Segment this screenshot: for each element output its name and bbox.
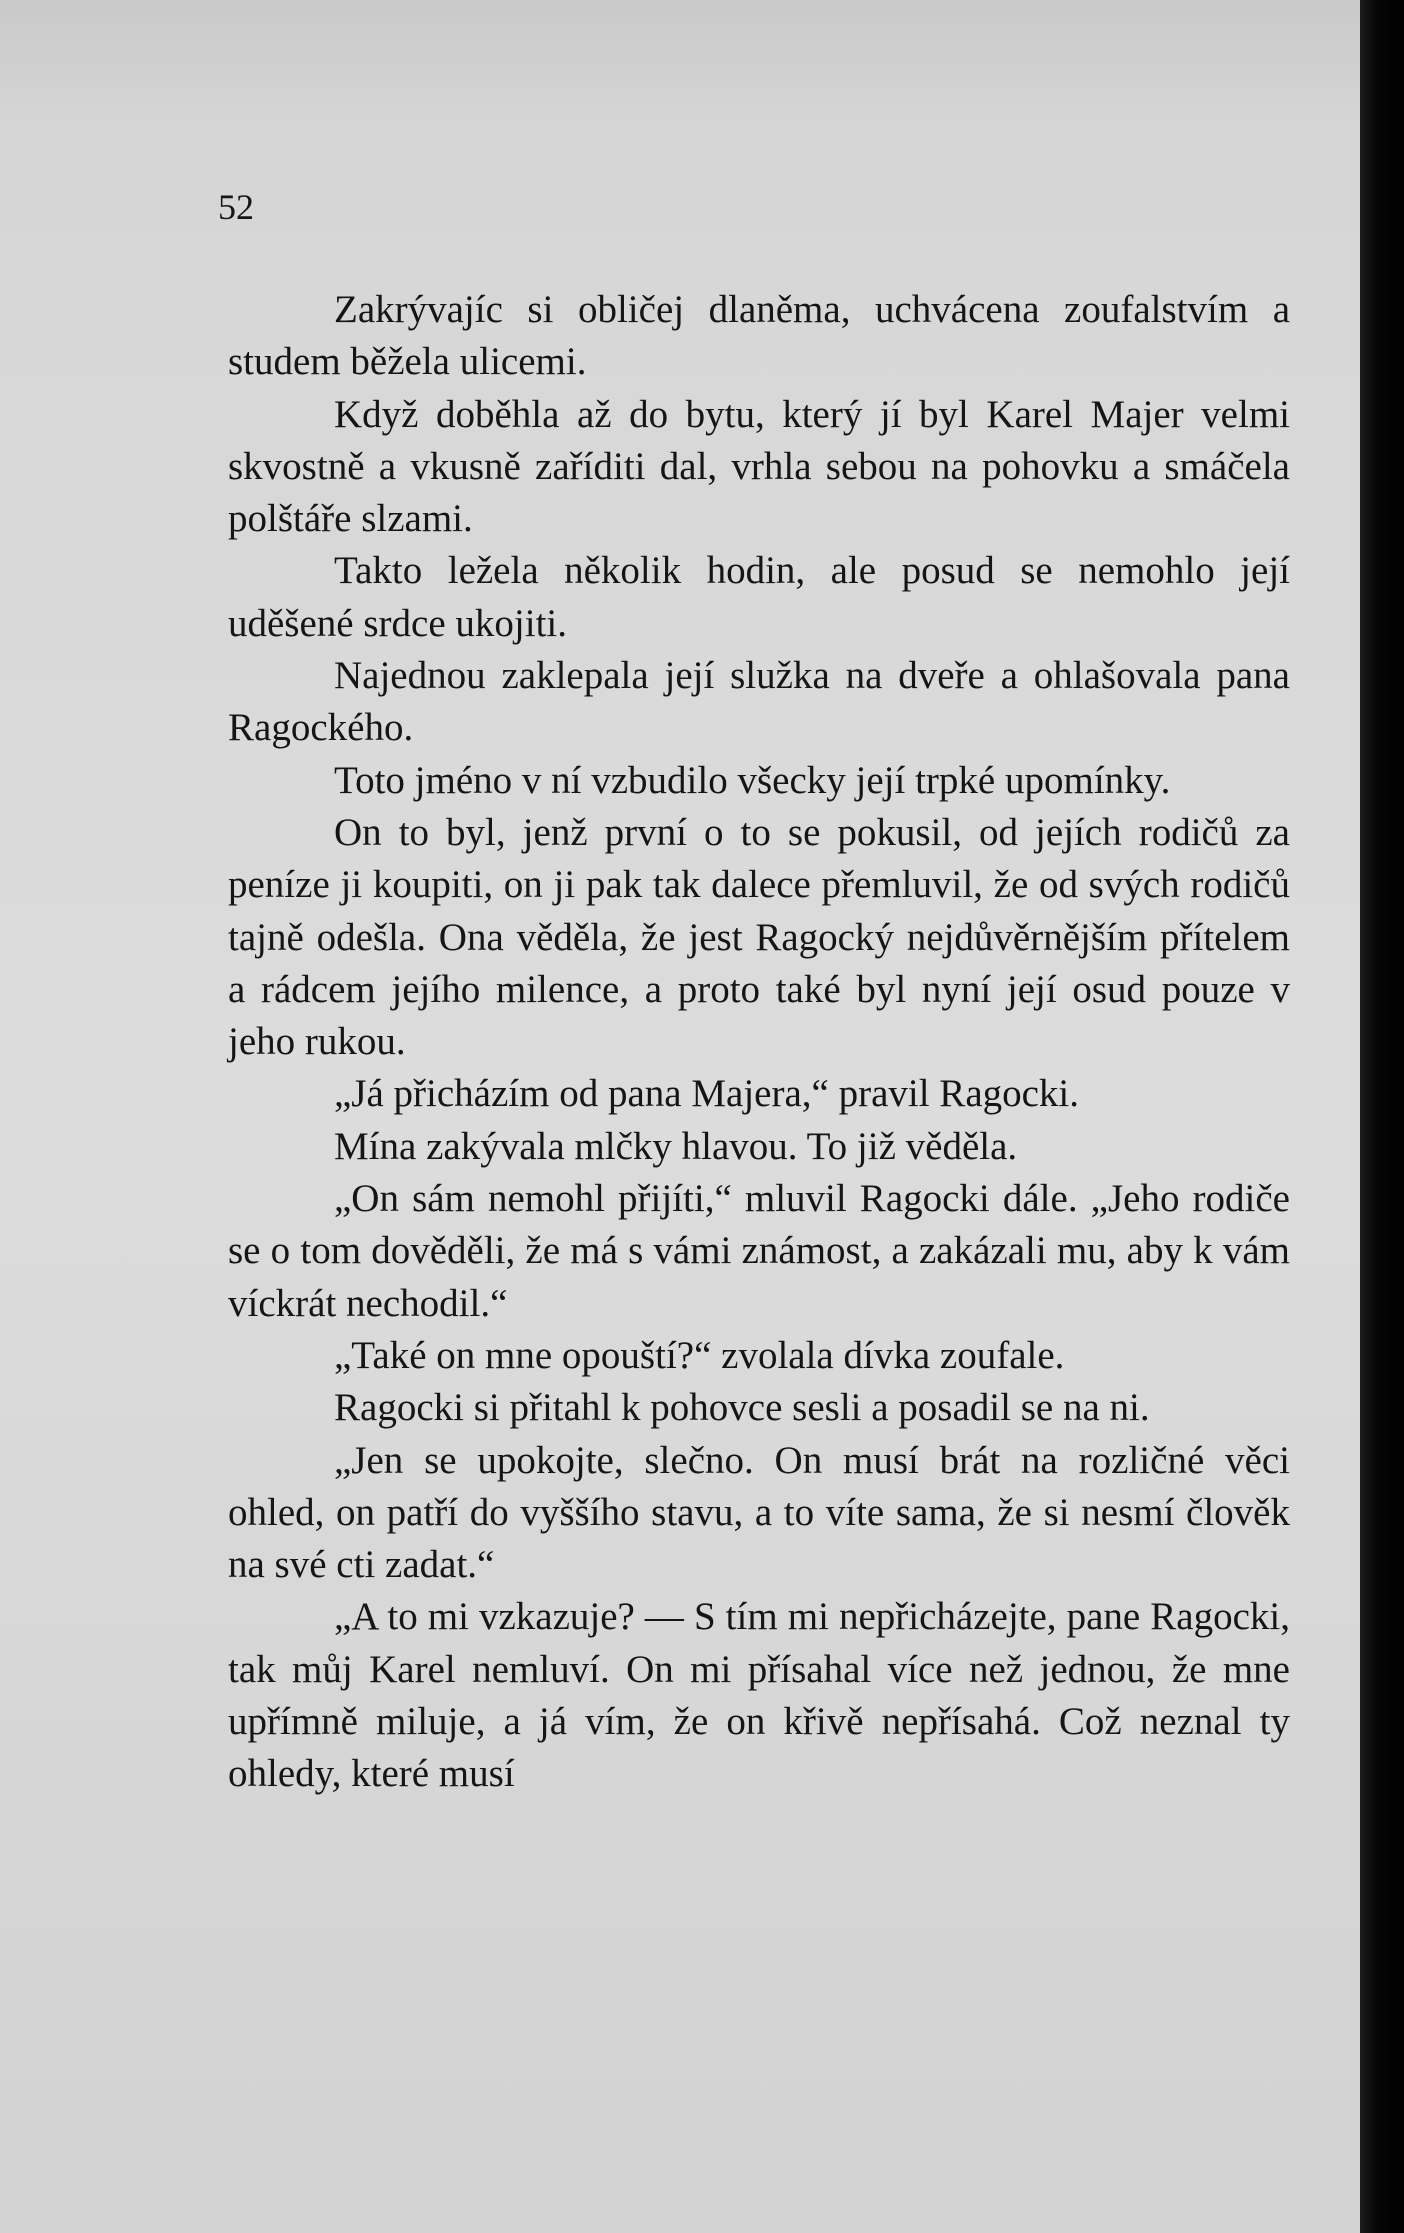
paragraph: Mína zakývala mlčky hlavou. To již věděla. — [334, 1124, 1018, 1168]
body-text — [228, 284, 1290, 1801]
page-number: 52 — [218, 187, 254, 227]
paragraph: Takto ležela několik hodin, ale posud se nemohlo její uděšené srdce ukojiti. — [228, 549, 1290, 645]
scan-dark-edge — [1360, 0, 1404, 2233]
paragraph: „Jen se upokojte, slečno. On musí brát na rozličné věci ohled, on patří do vyššího stavu, a to víte sama, že si nesmí člověk na své cti zadat.“ — [228, 1438, 1290, 1587]
paragraph: Ragocki si přitahl k pohovce sesli a posadil se na ni. — [334, 1386, 1150, 1430]
paragraph: „On sám nemohl přijíti,“ mluvil Ragocki dále. „Jeho rodiče se o tom dověděli, že má s vámi známost, a zakázali mu, aby k vám víckrát nechodil.“ — [228, 1177, 1290, 1325]
paragraph: On to byl, jenž první o to se pokusil, od jejích rodičů za peníze ji koupiti, on ji pak tak dalece přemluvil, že od svých rodičů tajně odešla. Ona věděla, že jest Ragocký nejdůvěrnějším přítelem a rádcem jejího milence, a proto také byl nyní její osud pouze v jeho rukou. — [228, 810, 1290, 1064]
paragraph: Najednou zaklepala její služka na dveře a ohlašovala pana Ragockého. — [228, 654, 1290, 750]
paragraph: „Já přicházím od pana Majera,“ pravil Ragocki. — [334, 1072, 1080, 1116]
paragraph: „A to mi vzkazuje? — S tím mi nepřicházejte, pane Ragocki, tak můj Karel nemluví. On mi přísahal více než jednou, že mne upřímně miluje, a já vím, že on křivě nepřísahá. Což neznal ty ohledy, které musí — [228, 1595, 1290, 1796]
paragraph: „Také on mne opouští?“ zvolala dívka zoufale. — [334, 1333, 1065, 1377]
paragraph: Toto jméno v ní vzbudilo všecky její trpké upomínky. — [334, 758, 1171, 802]
paragraph: Když doběhla až do bytu, který jí byl Karel Majer velmi skvostně a vkusně zaříditi dal, vrhla sebou na pohovku a smáčela polštáře slzami. — [228, 392, 1290, 541]
paragraph: Zakrývajíc si obličej dlaněma, uchvácena zoufalstvím a studem běžela ulicemi. — [228, 288, 1290, 384]
